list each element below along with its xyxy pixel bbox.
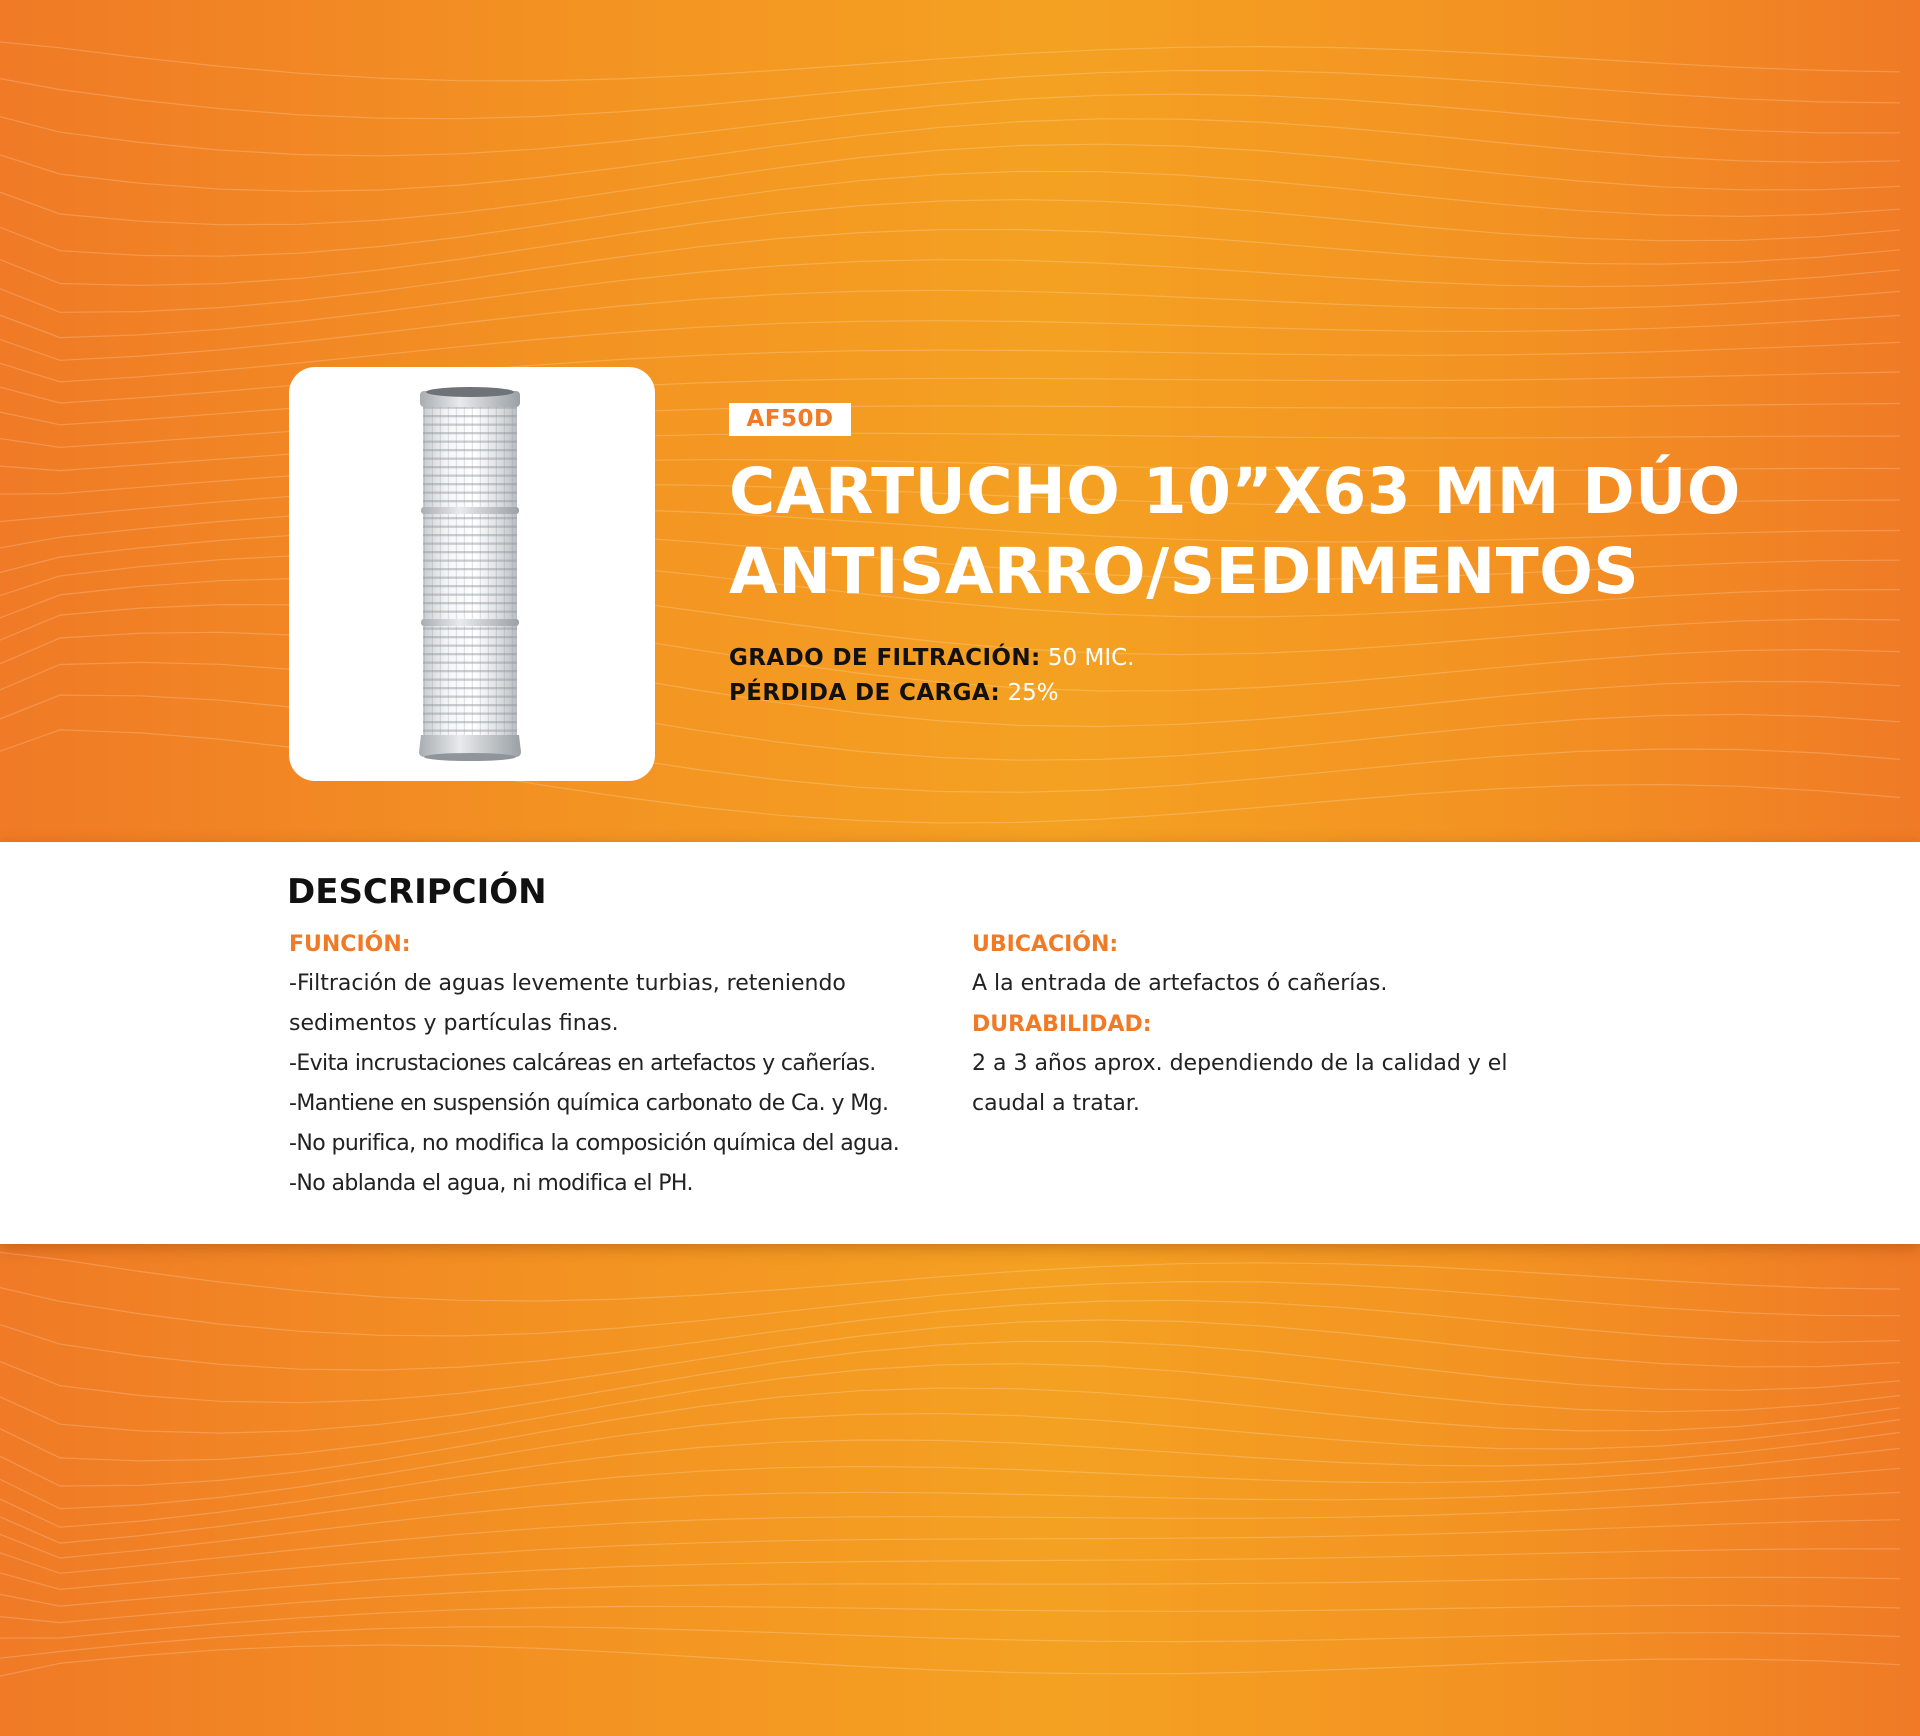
wave-line [0, 315, 1900, 381]
wave-line [0, 1341, 1900, 1433]
wave-line [0, 1468, 1900, 1558]
wave-line [0, 1364, 1900, 1461]
wave-line [0, 200, 1900, 286]
wave-line [0, 71, 1900, 119]
function-line: sedimentos y partículas finas. [289, 1011, 619, 1036]
product-image-card [289, 367, 655, 781]
wave-line [0, 1645, 1900, 1680]
wave-line [0, 1448, 1900, 1543]
durability-line: caudal a tratar. [972, 1091, 1140, 1116]
wave-line [0, 1492, 1900, 1573]
wave-line [0, 290, 1900, 360]
wave-line [0, 404, 1900, 448]
spec-label: GRADO DE FILTRACIÓN: [729, 645, 1041, 671]
function-line: -Mantiene en suspensión química carbonato de Ca. y Mg. [289, 1091, 889, 1116]
wave-line [0, 260, 1900, 338]
wave-line [0, 119, 1900, 192]
wave-line [0, 1388, 1900, 1486]
wave-line [0, 1627, 1900, 1661]
wave-line [0, 171, 1900, 256]
function-line: -No purifica, no modifica la composición química del agua. [289, 1131, 900, 1156]
wave-line [0, 1250, 1900, 1301]
function-line: -No ablanda el agua, ni modifica el PH. [289, 1171, 693, 1196]
location-line: A la entrada de artefactos ó cañerías. [972, 971, 1388, 996]
wave-line [0, 40, 1900, 81]
durability-title: DURABILIDAD: [972, 1012, 1152, 1037]
description-panel [0, 842, 1920, 1244]
spec-pressure-loss [729, 678, 1059, 708]
function-title: FUNCIÓN: [289, 932, 411, 957]
wave-line [0, 1300, 1900, 1370]
wave-line [0, 1577, 1900, 1622]
product-title-line-1: CARTUCHO 10”X63 MM DÚO [729, 455, 1741, 528]
function-line: -Filtración de aguas levemente turbias, reteniendo [289, 971, 846, 996]
wave-line [0, 342, 1900, 403]
wave-line [0, 94, 1900, 156]
location-title: UBICACIÓN: [972, 932, 1119, 957]
function-text [289, 964, 899, 1204]
wave-line [0, 372, 1900, 425]
wave-line [0, 730, 1900, 823]
wave-line [0, 1549, 1900, 1606]
function-line: -Evita incrustaciones calcáreas en artefactos y cañerías. [289, 1051, 876, 1076]
durability-line: 2 a 3 años aprox. dependiendo de la calidad y el [972, 1051, 1508, 1076]
wave-line [0, 1432, 1900, 1527]
filter-cartridge-icon [289, 367, 655, 781]
product-code-badge: AF50D [729, 403, 851, 436]
wave-line [0, 695, 1900, 792]
spec-label: PÉRDIDA DE CARGA: [729, 680, 1001, 706]
wave-line [0, 1282, 1900, 1336]
spec-filtration-grade [729, 643, 1135, 673]
product-title [729, 452, 1829, 612]
spec-value: 25% [1007, 680, 1059, 706]
wave-line [0, 1320, 1900, 1403]
location-text [972, 964, 1387, 1004]
spec-value: 50 MIC. [1047, 645, 1135, 671]
product-title-line-2: ANTISARRO/SEDIMENTOS [729, 535, 1640, 608]
wave-line [0, 1605, 1900, 1638]
durability-text [972, 1044, 1507, 1124]
wave-line [0, 1414, 1900, 1509]
wave-line [0, 230, 1900, 313]
wave-line [0, 1520, 1900, 1590]
wave-line [0, 144, 1900, 225]
description-heading: DESCRIPCIÓN [287, 872, 547, 912]
